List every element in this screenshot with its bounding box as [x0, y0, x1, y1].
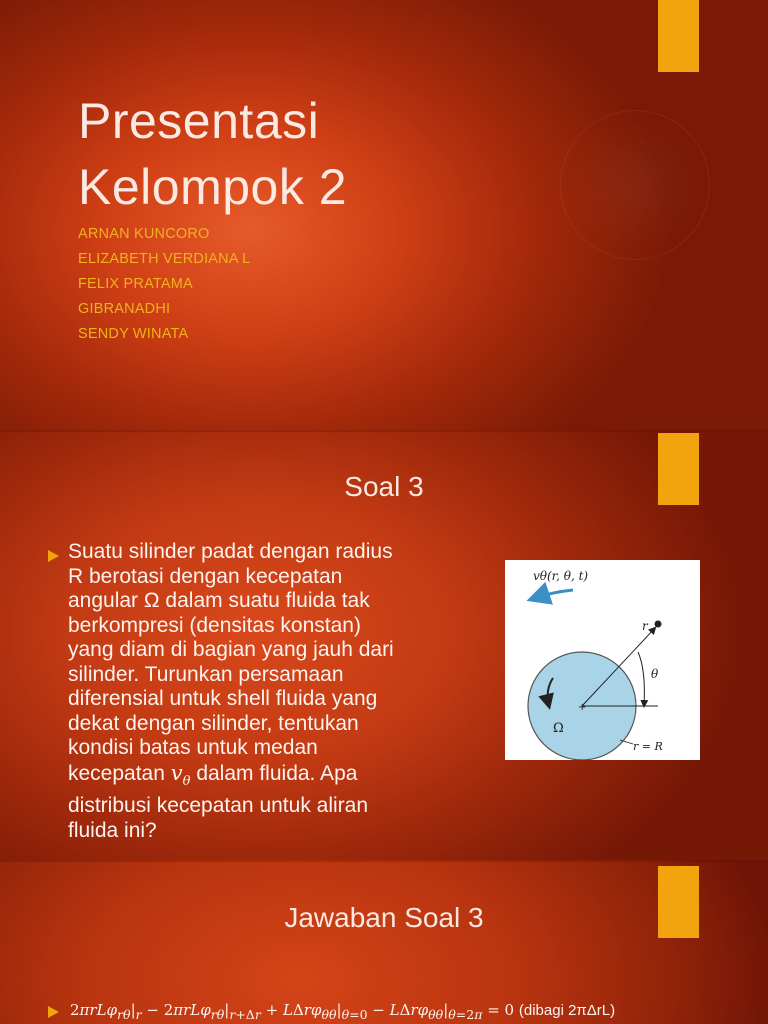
cylinder-figure: [505, 560, 700, 760]
problem-line-velocity: [68, 761, 468, 795]
theta-label: θ: [651, 667, 659, 681]
title-slide: [0, 0, 768, 430]
problem-line: R berotasi dengan kecepatan: [68, 564, 343, 588]
slide-divider: [0, 860, 768, 862]
problem-line: Suatu silinder padat dengan radius: [68, 540, 393, 563]
velocity-symbol: $v_\theta$: [170, 760, 191, 789]
member-name: ARNAN KUNCORO: [78, 226, 210, 242]
balance-equation: $2\pi rL\varphi_{r\theta}|_r - 2\pi rL\varphi_{r\theta}|_{r+\Delta r} + L\Delta r\varphi_{\theta\theta}|_{\theta=0} - L\Delta r\varphi_{\theta\theta}|_{\theta=2\pi} = 0$ (dibagi 2πΔrL): [70, 1001, 616, 1022]
answer-slide: [0, 860, 768, 1024]
slide-heading: Soal 3: [344, 471, 424, 502]
member-name: SENDY WINATA: [78, 326, 189, 342]
problem-line: distribusi kecepatan untuk aliran: [68, 794, 369, 818]
radius-label: r = R: [633, 740, 663, 753]
theta-arc: [638, 652, 644, 706]
equation-note: (dibagi 2πΔrL): [518, 1002, 616, 1019]
problem-line: diferensial untuk shell fluida yang: [68, 687, 378, 710]
slide-divider: [0, 430, 768, 432]
member-name: FELIX PRATAMA: [78, 276, 193, 292]
r-label: r: [642, 619, 648, 633]
member-name: GIBRANADHI: [78, 301, 171, 317]
problem-line: fluida ini?: [68, 818, 157, 842]
decorative-circle: [560, 110, 710, 260]
bullet-arrow-icon: [48, 1006, 59, 1018]
problem-line: dekat dengan silinder, tentukan: [68, 711, 359, 735]
omega-label: Ω: [553, 721, 564, 736]
point-marker: [655, 621, 662, 628]
accent-bar: [658, 0, 699, 72]
problem-line: angular Ω dalam suatu fluida tak: [68, 589, 370, 612]
problem-line: yang diam di bagian yang jauh dari: [68, 638, 394, 661]
center-mark: +: [578, 702, 587, 713]
problem-line: dalam fluida. Apa: [196, 761, 358, 785]
cylinder-diagram: [505, 560, 700, 760]
member-name: ELIZABETH VERDIANA L: [78, 251, 251, 267]
problem-line: berkompresi (densitas konstan): [68, 613, 361, 637]
slide-heading: Jawaban Soal 3: [284, 902, 484, 933]
velocity-arrow-icon: [535, 590, 573, 598]
problem-text: [68, 540, 468, 843]
bullet-arrow-icon: [48, 550, 59, 562]
velocity-word: kecepatan: [68, 761, 165, 785]
slide-title-line-1: Presentasi: [78, 93, 320, 149]
problem-line: kondisi batas untuk medan: [68, 736, 318, 759]
velocity-label: vθ(r, θ, t): [533, 569, 589, 583]
slide-title-line-2: Kelompok 2: [78, 159, 348, 215]
problem-slide: [0, 430, 768, 860]
problem-line: silinder. Turunkan persamaan: [68, 662, 344, 686]
